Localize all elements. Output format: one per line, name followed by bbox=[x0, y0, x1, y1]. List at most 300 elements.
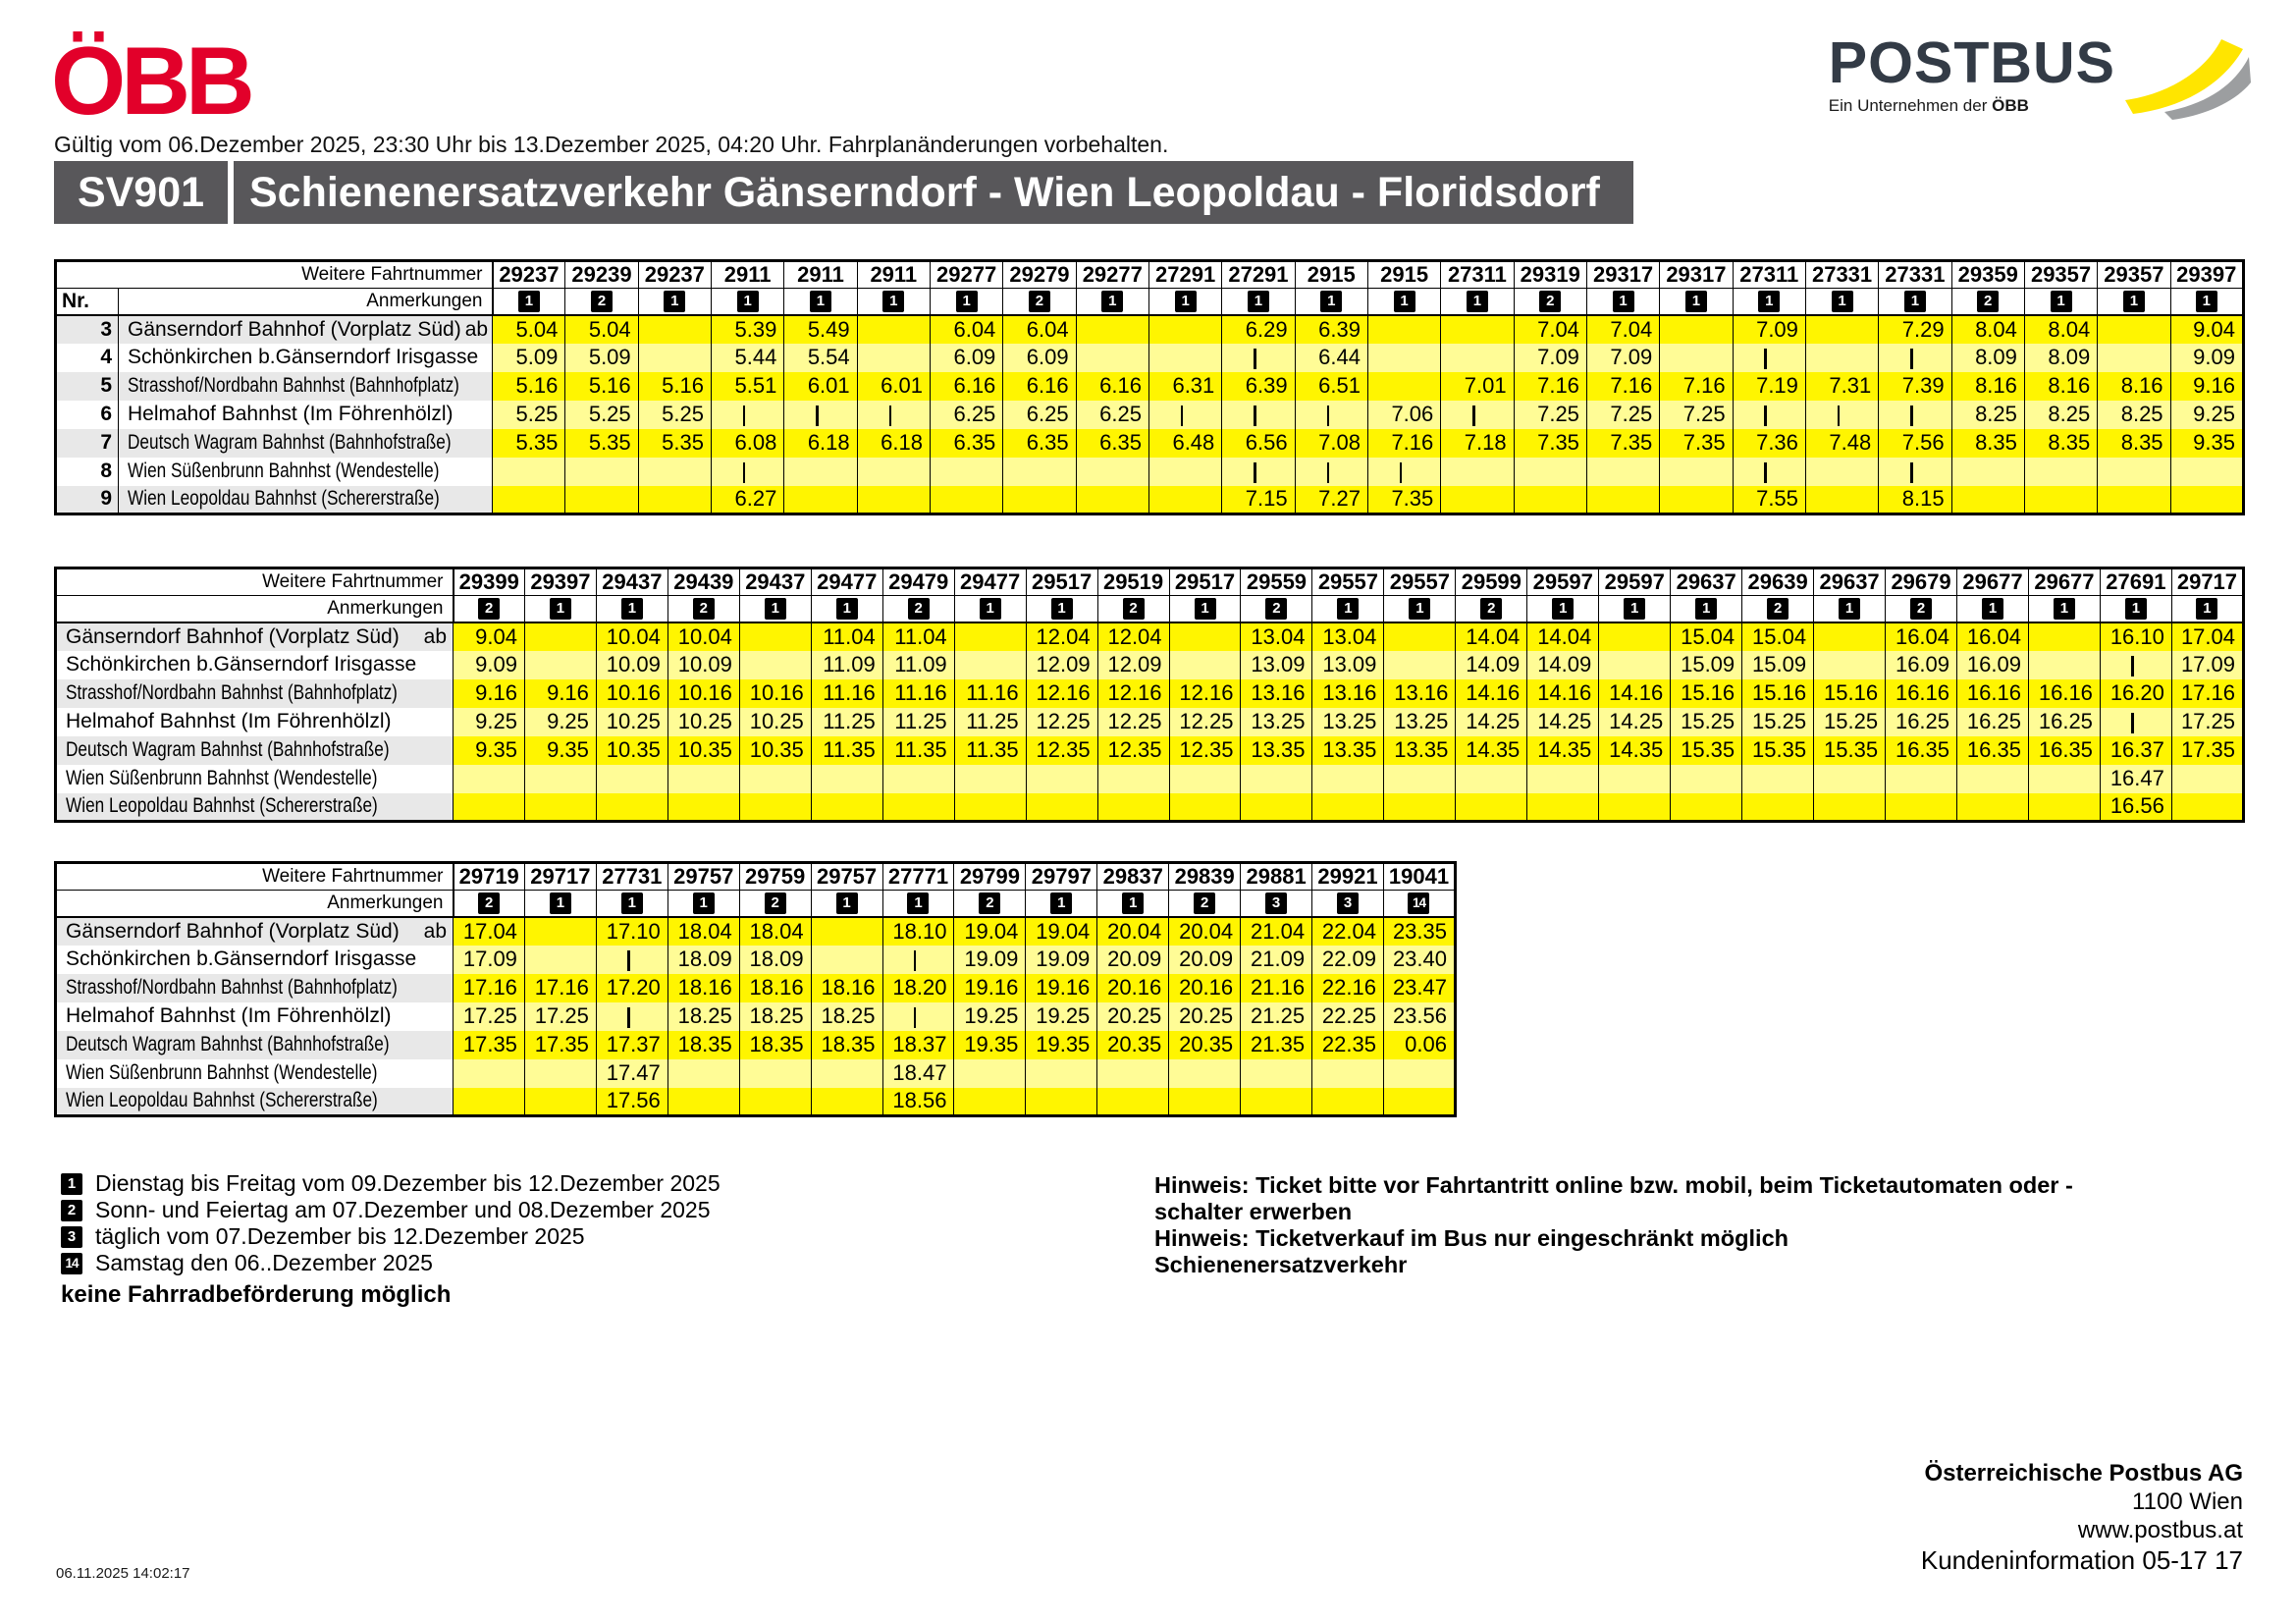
trip-note bbox=[1241, 891, 1312, 917]
time-cell: 14.35 bbox=[1456, 736, 1527, 765]
time-cell bbox=[1076, 458, 1148, 486]
footnote-marker: 1 bbox=[664, 291, 685, 312]
trip-note bbox=[2100, 596, 2171, 622]
time-cell: 18.35 bbox=[667, 1031, 739, 1059]
trip-note bbox=[524, 596, 596, 622]
time-cell: 15.35 bbox=[1671, 736, 1742, 765]
trip-note bbox=[1241, 596, 1312, 622]
trip-number: 29839 bbox=[1169, 863, 1241, 891]
time-cell: 6.01 bbox=[784, 372, 857, 401]
time-cell: 7.16 bbox=[1367, 429, 1440, 458]
time-cell bbox=[1957, 765, 2029, 793]
skip-bar bbox=[2131, 656, 2134, 676]
line-code: SV901 bbox=[54, 161, 228, 224]
time-cell bbox=[739, 622, 811, 651]
time-cell: 18.47 bbox=[882, 1059, 954, 1088]
time-cell bbox=[1169, 651, 1241, 679]
footnote-marker: 1 bbox=[1337, 598, 1359, 620]
footnote-marker: 3 bbox=[1337, 893, 1359, 914]
time-cell: 18.16 bbox=[739, 974, 811, 1002]
time-cell: 6.35 bbox=[1003, 429, 1076, 458]
time-cell: 7.04 bbox=[1586, 315, 1659, 344]
time-cell bbox=[2024, 458, 2097, 486]
time-cell bbox=[739, 1059, 811, 1088]
time-cell bbox=[1367, 315, 1440, 344]
station-name: Helmahof Bahnhst (Im Föhrenhölzl) bbox=[66, 710, 392, 732]
time-cell: 7.35 bbox=[1367, 486, 1440, 514]
time-cell bbox=[1879, 344, 1951, 372]
trip-note bbox=[882, 891, 954, 917]
time-cell: 7.35 bbox=[1514, 429, 1586, 458]
time-cell: 19.35 bbox=[954, 1031, 1026, 1059]
time-cell: 7.16 bbox=[1660, 372, 1733, 401]
time-cell bbox=[1599, 793, 1671, 822]
trip-note bbox=[1383, 891, 1455, 917]
time-cell: 5.09 bbox=[493, 344, 565, 372]
trip-number: 29437 bbox=[596, 568, 667, 596]
departure-label: ab bbox=[423, 919, 447, 943]
time-cell bbox=[2028, 765, 2100, 793]
station-name: Helmahof Bahnhst (Im Föhrenhölzl) bbox=[128, 403, 454, 425]
time-cell: 6.44 bbox=[1295, 344, 1367, 372]
station-cell bbox=[56, 1031, 454, 1059]
trip-number: 29397 bbox=[524, 568, 596, 596]
station-name: Wien Süßenbrunn Bahnhst (Wendestelle) bbox=[66, 767, 378, 789]
time-cell: 16.20 bbox=[2100, 679, 2171, 708]
time-cell bbox=[1097, 1088, 1169, 1116]
trip-number: 29757 bbox=[667, 863, 739, 891]
station-name: Wien Leopoldau Bahnhst (Schererstraße) bbox=[128, 487, 440, 511]
station-name: Helmahof Bahnhst (Im Föhrenhölzl) bbox=[66, 1004, 392, 1027]
time-cell bbox=[1026, 1059, 1097, 1088]
time-cell bbox=[565, 458, 638, 486]
time-cell bbox=[1957, 793, 2029, 822]
skip-bar bbox=[914, 950, 917, 971]
station-cell bbox=[119, 344, 493, 372]
time-cell bbox=[1814, 765, 1886, 793]
time-cell bbox=[638, 458, 711, 486]
time-cell: 22.09 bbox=[1312, 946, 1384, 974]
time-cell: 14.25 bbox=[1527, 708, 1599, 736]
time-cell: 12.25 bbox=[1026, 708, 1097, 736]
time-cell: 7.25 bbox=[1586, 401, 1659, 429]
time-cell: 5.35 bbox=[565, 429, 638, 458]
time-cell: 6.39 bbox=[1222, 372, 1295, 401]
time-cell: 17.25 bbox=[454, 1002, 525, 1031]
time-cell bbox=[1148, 315, 1221, 344]
time-cell: 18.04 bbox=[739, 917, 811, 946]
trip-note bbox=[2171, 596, 2243, 622]
timetable-morning bbox=[54, 259, 2245, 515]
time-cell bbox=[1441, 401, 1514, 429]
time-cell: 9.04 bbox=[2170, 315, 2243, 344]
time-cell: 21.25 bbox=[1241, 1002, 1312, 1031]
time-cell: 14.09 bbox=[1527, 651, 1599, 679]
time-cell: 17.35 bbox=[454, 1031, 525, 1059]
time-cell bbox=[1671, 793, 1742, 822]
footnote-marker: 1 bbox=[1467, 291, 1488, 312]
time-cell: 16.09 bbox=[1957, 651, 2029, 679]
trip-note bbox=[1222, 289, 1295, 315]
time-cell bbox=[2098, 458, 2170, 486]
skip-bar bbox=[627, 1007, 630, 1028]
trip-number: 29559 bbox=[1241, 568, 1312, 596]
time-cell: 20.25 bbox=[1097, 1002, 1169, 1031]
time-cell bbox=[1456, 765, 1527, 793]
time-cell bbox=[1733, 458, 1805, 486]
time-cell bbox=[524, 622, 596, 651]
time-cell: 19.16 bbox=[1026, 974, 1097, 1002]
time-cell: 7.09 bbox=[1733, 315, 1805, 344]
time-cell: 10.16 bbox=[667, 679, 739, 708]
time-cell: 13.25 bbox=[1312, 708, 1384, 736]
time-cell bbox=[857, 344, 930, 372]
time-cell: 15.16 bbox=[1814, 679, 1886, 708]
station-nr: 7 bbox=[56, 429, 119, 458]
time-cell: 15.04 bbox=[1742, 622, 1814, 651]
postbus-logo bbox=[1828, 30, 2251, 124]
footnote-marker: 1 bbox=[1409, 598, 1430, 620]
trip-number: 29237 bbox=[493, 261, 565, 289]
time-cell: 9.35 bbox=[524, 736, 596, 765]
time-cell: 6.48 bbox=[1148, 429, 1221, 458]
imprint bbox=[1921, 1459, 2243, 1575]
trip-note bbox=[784, 289, 857, 315]
time-cell bbox=[1003, 486, 1076, 514]
time-cell: 11.35 bbox=[811, 736, 882, 765]
trip-note bbox=[2024, 289, 2097, 315]
trip-number: 29359 bbox=[1951, 261, 2024, 289]
footnote-marker: 1 bbox=[550, 598, 571, 620]
footnote-item bbox=[61, 1223, 721, 1250]
time-cell: 7.39 bbox=[1879, 372, 1951, 401]
time-cell bbox=[1222, 458, 1295, 486]
time-cell bbox=[1076, 486, 1148, 514]
time-cell: 8.16 bbox=[1951, 372, 2024, 401]
time-cell: 6.18 bbox=[784, 429, 857, 458]
footnote-marker: 2 bbox=[979, 893, 1000, 914]
fahrtnummer-label: Weitere Fahrtnummer bbox=[56, 568, 454, 596]
time-cell: 14.35 bbox=[1599, 736, 1671, 765]
footnote-marker: 1 bbox=[1552, 598, 1574, 620]
time-cell: 17.09 bbox=[2171, 651, 2243, 679]
time-cell: 21.04 bbox=[1241, 917, 1312, 946]
footnote-marker: 2 bbox=[1977, 291, 1999, 312]
time-cell: 17.56 bbox=[596, 1088, 667, 1116]
time-cell bbox=[954, 1059, 1026, 1088]
time-cell: 18.09 bbox=[739, 946, 811, 974]
time-cell bbox=[1169, 793, 1241, 822]
trip-number: 2911 bbox=[711, 261, 783, 289]
time-cell bbox=[638, 315, 711, 344]
time-cell: 15.25 bbox=[1671, 708, 1742, 736]
station-cell bbox=[56, 793, 454, 822]
time-cell bbox=[1076, 344, 1148, 372]
time-cell: 7.35 bbox=[1586, 429, 1659, 458]
time-cell: 17.35 bbox=[524, 1031, 596, 1059]
trip-note bbox=[739, 891, 811, 917]
time-cell bbox=[1383, 1059, 1455, 1088]
skip-bar bbox=[1400, 462, 1403, 483]
footnote-text: Samstag den 06..Dezember 2025 bbox=[95, 1250, 433, 1275]
station-cell bbox=[119, 458, 493, 486]
time-cell: 7.25 bbox=[1514, 401, 1586, 429]
postbus-wordmark: POSTBUS bbox=[1828, 30, 2115, 95]
footnote-marker: 1 bbox=[1695, 598, 1717, 620]
time-cell: 7.04 bbox=[1514, 315, 1586, 344]
time-cell: 6.35 bbox=[930, 429, 1002, 458]
time-cell bbox=[2170, 458, 2243, 486]
time-cell: 17.37 bbox=[596, 1031, 667, 1059]
time-cell: 17.10 bbox=[596, 917, 667, 946]
time-cell: 15.09 bbox=[1742, 651, 1814, 679]
departure-label: ab bbox=[464, 317, 489, 341]
imprint-line: Österreichische Postbus AG bbox=[1924, 1460, 2243, 1487]
time-cell: 8.04 bbox=[2024, 315, 2097, 344]
notice-line: Hinweis: Ticket bitte vor Fahrtantritt online bzw. mobil, beim Ticketautomaten oder - bbox=[1154, 1172, 2073, 1198]
time-cell: 18.04 bbox=[667, 917, 739, 946]
time-cell: 8.35 bbox=[1951, 429, 2024, 458]
time-cell bbox=[638, 486, 711, 514]
time-cell: 10.16 bbox=[739, 679, 811, 708]
footnote-marker: 2 bbox=[1265, 598, 1287, 620]
time-cell bbox=[882, 793, 954, 822]
time-cell: 11.16 bbox=[811, 679, 882, 708]
postbus-subtitle-text: Ein Unternehmen der bbox=[1828, 96, 1993, 115]
time-cell: 6.18 bbox=[857, 429, 930, 458]
time-cell bbox=[2028, 651, 2100, 679]
trip-note bbox=[1599, 596, 1671, 622]
imprint-line: Kundeninformation 05-17 17 bbox=[1920, 1545, 2243, 1575]
footnote-text: täglich vom 07.Dezember bis 12.Dezember 2025 bbox=[95, 1223, 585, 1249]
time-cell: 7.16 bbox=[1514, 372, 1586, 401]
station-cell bbox=[119, 401, 493, 429]
time-cell: 14.09 bbox=[1456, 651, 1527, 679]
skip-bar bbox=[914, 1007, 917, 1028]
time-cell bbox=[2098, 315, 2170, 344]
time-cell: 12.16 bbox=[1169, 679, 1241, 708]
time-cell bbox=[1441, 344, 1514, 372]
time-cell: 20.09 bbox=[1169, 946, 1241, 974]
time-cell: 18.35 bbox=[739, 1031, 811, 1059]
time-cell: 7.48 bbox=[1805, 429, 1878, 458]
time-cell: 12.35 bbox=[1169, 736, 1241, 765]
time-cell bbox=[1599, 765, 1671, 793]
trip-note bbox=[454, 596, 525, 622]
footnote-marker: 3 bbox=[1265, 893, 1287, 914]
time-cell bbox=[1599, 622, 1671, 651]
trip-note bbox=[930, 289, 1002, 315]
trip-number: 29757 bbox=[811, 863, 882, 891]
trip-number: 2915 bbox=[1295, 261, 1367, 289]
station-name: Schönkirchen b.Gänserndorf Irisgasse bbox=[128, 346, 479, 368]
trip-number: 29557 bbox=[1312, 568, 1384, 596]
time-cell bbox=[811, 765, 882, 793]
trip-number: 29437 bbox=[739, 568, 811, 596]
time-cell bbox=[1805, 486, 1878, 514]
footnote-marker: 1 bbox=[1195, 598, 1216, 620]
time-cell: 7.27 bbox=[1295, 486, 1367, 514]
station-nr: 6 bbox=[56, 401, 119, 429]
time-cell: 7.36 bbox=[1733, 429, 1805, 458]
time-cell: 5.44 bbox=[711, 344, 783, 372]
time-cell: 9.16 bbox=[524, 679, 596, 708]
trip-note bbox=[1660, 289, 1733, 315]
timetable-grid bbox=[54, 861, 1457, 1117]
imprint-line: 1100 Wien bbox=[2132, 1488, 2243, 1515]
time-cell bbox=[1660, 344, 1733, 372]
trip-note bbox=[1879, 289, 1951, 315]
time-cell: 14.16 bbox=[1599, 679, 1671, 708]
station-name: Wien Süßenbrunn Bahnhst (Wendestelle) bbox=[66, 1061, 378, 1084]
time-cell bbox=[1886, 765, 1957, 793]
time-cell: 5.04 bbox=[493, 315, 565, 344]
time-cell: 16.35 bbox=[1957, 736, 2029, 765]
station-name: Gänserndorf Bahnhof (Vorplatz Süd) bbox=[128, 317, 461, 341]
trip-number: 29637 bbox=[1814, 568, 1886, 596]
station-name: Gänserndorf Bahnhof (Vorplatz Süd) bbox=[66, 624, 400, 648]
time-cell: 15.25 bbox=[1742, 708, 1814, 736]
time-cell: 6.09 bbox=[1003, 344, 1076, 372]
station-cell bbox=[119, 315, 493, 344]
validity-text: Gültig vom 06.Dezember 2025, 23:30 Uhr bis 13.Dezember 2025, 04:20 Uhr. Fahrplanänderungen vorbehalten. bbox=[54, 132, 1169, 157]
trip-note bbox=[1026, 891, 1097, 917]
time-cell bbox=[1384, 622, 1456, 651]
time-cell bbox=[1003, 458, 1076, 486]
station-name: Deutsch Wagram Bahnhst (Bahnhofstraße) bbox=[66, 738, 390, 761]
time-cell: 15.35 bbox=[1814, 736, 1886, 765]
time-cell: 7.01 bbox=[1441, 372, 1514, 401]
time-cell bbox=[1886, 793, 1957, 822]
trip-number: 29517 bbox=[1169, 568, 1241, 596]
trip-number: 29837 bbox=[1097, 863, 1169, 891]
trip-number: 2911 bbox=[857, 261, 930, 289]
footnote-marker: 1 bbox=[882, 291, 904, 312]
time-cell: 6.25 bbox=[930, 401, 1002, 429]
footnote-marker: 1 bbox=[836, 893, 858, 914]
notice-line: Hinweis: Ticketverkauf im Bus nur eingeschränkt möglich bbox=[1154, 1225, 1789, 1251]
time-cell: 9.35 bbox=[2170, 429, 2243, 458]
time-cell: 5.51 bbox=[711, 372, 783, 401]
time-cell bbox=[524, 1059, 596, 1088]
time-cell: 23.35 bbox=[1383, 917, 1455, 946]
time-cell: 23.47 bbox=[1383, 974, 1455, 1002]
time-cell: 5.35 bbox=[638, 429, 711, 458]
footnote-text: Sonn- und Feiertag am 07.Dezember und 08.Dezember 2025 bbox=[95, 1197, 711, 1222]
footnote-marker: 1 bbox=[1122, 893, 1144, 914]
time-cell bbox=[1148, 458, 1221, 486]
trip-number: 29239 bbox=[565, 261, 638, 289]
time-cell: 11.35 bbox=[882, 736, 954, 765]
anmerkungen-label: Anmerkungen bbox=[56, 891, 454, 917]
trip-note bbox=[1456, 596, 1527, 622]
time-cell bbox=[954, 1088, 1026, 1116]
notice-line: Schienenersatzverkehr bbox=[1154, 1252, 1408, 1277]
time-cell bbox=[1169, 1088, 1241, 1116]
time-cell bbox=[811, 1088, 882, 1116]
obb-logo: ÖBB bbox=[51, 27, 250, 135]
footnote-marker: 1 bbox=[1624, 598, 1645, 620]
skip-bar bbox=[1764, 462, 1767, 483]
time-cell: 5.35 bbox=[493, 429, 565, 458]
time-cell bbox=[1742, 793, 1814, 822]
trip-number: 29357 bbox=[2024, 261, 2097, 289]
time-cell bbox=[1026, 1088, 1097, 1116]
time-cell: 6.04 bbox=[1003, 315, 1076, 344]
skip-bar bbox=[1764, 406, 1767, 426]
time-cell bbox=[1148, 344, 1221, 372]
time-cell: 7.19 bbox=[1733, 372, 1805, 401]
timetable-grid bbox=[54, 567, 2245, 823]
time-cell: 19.09 bbox=[954, 946, 1026, 974]
time-cell: 9.25 bbox=[2170, 401, 2243, 429]
time-cell: 20.25 bbox=[1169, 1002, 1241, 1031]
time-cell bbox=[1312, 793, 1384, 822]
trip-note bbox=[1097, 596, 1169, 622]
trip-note bbox=[1097, 891, 1169, 917]
time-cell bbox=[739, 1088, 811, 1116]
time-cell: 13.09 bbox=[1312, 651, 1384, 679]
footnote-marker: 14 bbox=[1408, 893, 1429, 914]
time-cell bbox=[1312, 765, 1384, 793]
time-cell bbox=[1951, 458, 2024, 486]
time-cell: 5.16 bbox=[638, 372, 711, 401]
time-cell bbox=[1805, 401, 1878, 429]
time-cell bbox=[1456, 793, 1527, 822]
time-cell: 5.25 bbox=[493, 401, 565, 429]
trip-note bbox=[1026, 596, 1097, 622]
time-cell: 6.31 bbox=[1148, 372, 1221, 401]
time-cell bbox=[2170, 486, 2243, 514]
time-cell: 17.16 bbox=[524, 974, 596, 1002]
trip-note bbox=[2098, 289, 2170, 315]
time-cell bbox=[493, 486, 565, 514]
footnote-marker: 1 bbox=[61, 1173, 82, 1195]
trip-number: 27771 bbox=[882, 863, 954, 891]
time-cell bbox=[667, 793, 739, 822]
line-title-bar bbox=[54, 161, 1633, 224]
time-cell: 17.25 bbox=[524, 1002, 596, 1031]
trip-note bbox=[1441, 289, 1514, 315]
time-cell: 21.35 bbox=[1241, 1031, 1312, 1059]
time-cell: 7.09 bbox=[1586, 344, 1659, 372]
time-cell: 20.16 bbox=[1169, 974, 1241, 1002]
time-cell: 15.16 bbox=[1742, 679, 1814, 708]
time-cell: 13.25 bbox=[1241, 708, 1312, 736]
time-cell bbox=[1441, 458, 1514, 486]
time-cell bbox=[1148, 401, 1221, 429]
skip-bar bbox=[1254, 406, 1256, 426]
time-cell: 15.04 bbox=[1671, 622, 1742, 651]
anmerkungen-label: Anmerkungen bbox=[119, 289, 493, 315]
time-cell: 17.04 bbox=[2171, 622, 2243, 651]
time-cell: 5.25 bbox=[565, 401, 638, 429]
time-cell: 13.25 bbox=[1384, 708, 1456, 736]
time-cell: 6.25 bbox=[1076, 401, 1148, 429]
time-cell: 14.16 bbox=[1527, 679, 1599, 708]
time-cell: 11.25 bbox=[954, 708, 1026, 736]
time-cell bbox=[1527, 793, 1599, 822]
skip-bar bbox=[743, 406, 746, 426]
time-cell bbox=[882, 1002, 954, 1031]
time-cell bbox=[1733, 401, 1805, 429]
imprint-line: www.postbus.at bbox=[2077, 1517, 2243, 1543]
time-cell: 7.15 bbox=[1222, 486, 1295, 514]
time-cell: 12.35 bbox=[1097, 736, 1169, 765]
time-cell: 18.25 bbox=[811, 1002, 882, 1031]
time-cell bbox=[857, 315, 930, 344]
time-cell: 10.35 bbox=[596, 736, 667, 765]
